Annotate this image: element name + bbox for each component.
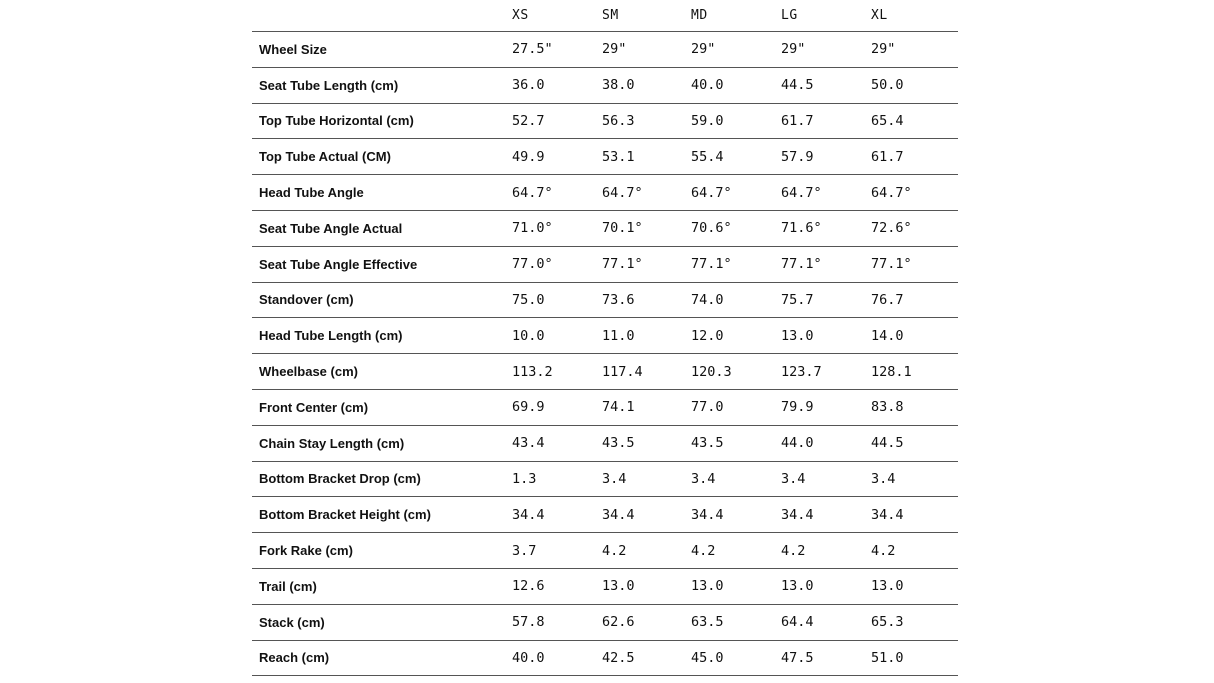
cell-sm: 4.2 [602, 533, 691, 569]
row-label: Front Center (cm) [252, 389, 512, 425]
row-label: Standover (cm) [252, 282, 512, 318]
cell-md: 77.1° [691, 246, 781, 282]
cell-lg: 64.7° [781, 175, 871, 211]
row-label: Top Tube Actual (CM) [252, 139, 512, 175]
cell-lg: 4.2 [781, 533, 871, 569]
table-body [252, 32, 958, 676]
header-size-lg: LG [781, 0, 871, 32]
cell-lg: 44.0 [781, 425, 871, 461]
cell-xl: 76.7 [871, 282, 958, 318]
cell-sm: 38.0 [602, 67, 691, 103]
table-row [252, 389, 958, 425]
row-label: Wheelbase (cm) [252, 354, 512, 390]
cell-md: 59.0 [691, 103, 781, 139]
cell-lg: 3.4 [781, 461, 871, 497]
cell-xl: 4.2 [871, 533, 958, 569]
cell-xs: 43.4 [512, 425, 602, 461]
cell-md: 34.4 [691, 497, 781, 533]
cell-sm: 43.5 [602, 425, 691, 461]
cell-lg: 13.0 [781, 318, 871, 354]
row-label: Top Tube Horizontal (cm) [252, 103, 512, 139]
cell-sm: 42.5 [602, 640, 691, 676]
cell-xs: 34.4 [512, 497, 602, 533]
header-size-sm: SM [602, 0, 691, 32]
cell-xl: 44.5 [871, 425, 958, 461]
row-label: Head Tube Length (cm) [252, 318, 512, 354]
table-row [252, 533, 958, 569]
table-row [252, 318, 958, 354]
cell-md: 120.3 [691, 354, 781, 390]
row-label: Seat Tube Angle Actual [252, 210, 512, 246]
cell-xs: 77.0° [512, 246, 602, 282]
table-row [252, 282, 958, 318]
cell-md: 3.4 [691, 461, 781, 497]
table-header [252, 0, 958, 32]
cell-xl: 29" [871, 32, 958, 68]
header-size-xl: XL [871, 0, 958, 32]
cell-md: 70.6° [691, 210, 781, 246]
cell-lg: 77.1° [781, 246, 871, 282]
cell-sm: 53.1 [602, 139, 691, 175]
table-row [252, 425, 958, 461]
cell-sm: 77.1° [602, 246, 691, 282]
cell-xl: 83.8 [871, 389, 958, 425]
cell-sm: 74.1 [602, 389, 691, 425]
table-row [252, 175, 958, 211]
table-row [252, 67, 958, 103]
cell-md: 74.0 [691, 282, 781, 318]
table-row [252, 103, 958, 139]
cell-lg: 29" [781, 32, 871, 68]
cell-xl: 61.7 [871, 139, 958, 175]
cell-xs: 10.0 [512, 318, 602, 354]
row-label: Trail (cm) [252, 568, 512, 604]
cell-md: 29" [691, 32, 781, 68]
cell-sm: 70.1° [602, 210, 691, 246]
cell-lg: 75.7 [781, 282, 871, 318]
cell-md: 40.0 [691, 67, 781, 103]
cell-sm: 13.0 [602, 568, 691, 604]
cell-sm: 56.3 [602, 103, 691, 139]
cell-xs: 40.0 [512, 640, 602, 676]
row-label: Bottom Bracket Drop (cm) [252, 461, 512, 497]
cell-xl: 77.1° [871, 246, 958, 282]
cell-xs: 36.0 [512, 67, 602, 103]
cell-xl: 14.0 [871, 318, 958, 354]
cell-lg: 79.9 [781, 389, 871, 425]
cell-xs: 69.9 [512, 389, 602, 425]
cell-sm: 34.4 [602, 497, 691, 533]
cell-sm: 73.6 [602, 282, 691, 318]
cell-xs: 75.0 [512, 282, 602, 318]
cell-md: 77.0 [691, 389, 781, 425]
cell-md: 45.0 [691, 640, 781, 676]
cell-md: 13.0 [691, 568, 781, 604]
cell-xl: 65.4 [871, 103, 958, 139]
cell-lg: 71.6° [781, 210, 871, 246]
cell-xl: 51.0 [871, 640, 958, 676]
cell-lg: 64.4 [781, 604, 871, 640]
cell-xs: 64.7° [512, 175, 602, 211]
row-label: Seat Tube Angle Effective [252, 246, 512, 282]
cell-sm: 29" [602, 32, 691, 68]
cell-md: 55.4 [691, 139, 781, 175]
cell-md: 43.5 [691, 425, 781, 461]
cell-lg: 61.7 [781, 103, 871, 139]
cell-xs: 1.3 [512, 461, 602, 497]
row-label: Stack (cm) [252, 604, 512, 640]
table-row [252, 139, 958, 175]
cell-md: 63.5 [691, 604, 781, 640]
cell-xl: 50.0 [871, 67, 958, 103]
row-label: Bottom Bracket Height (cm) [252, 497, 512, 533]
cell-md: 4.2 [691, 533, 781, 569]
cell-xl: 34.4 [871, 497, 958, 533]
table-row [252, 354, 958, 390]
table-row [252, 32, 958, 68]
cell-sm: 11.0 [602, 318, 691, 354]
cell-md: 64.7° [691, 175, 781, 211]
header-row [252, 0, 958, 32]
cell-lg: 34.4 [781, 497, 871, 533]
cell-sm: 3.4 [602, 461, 691, 497]
table-row [252, 246, 958, 282]
row-label: Head Tube Angle [252, 175, 512, 211]
cell-lg: 123.7 [781, 354, 871, 390]
table-row [252, 640, 958, 676]
cell-lg: 13.0 [781, 568, 871, 604]
row-label: Seat Tube Length (cm) [252, 67, 512, 103]
cell-xl: 128.1 [871, 354, 958, 390]
cell-xl: 65.3 [871, 604, 958, 640]
row-label: Fork Rake (cm) [252, 533, 512, 569]
cell-xl: 3.4 [871, 461, 958, 497]
geometry-table [252, 0, 958, 676]
table-row [252, 568, 958, 604]
cell-xs: 71.0° [512, 210, 602, 246]
cell-xs: 113.2 [512, 354, 602, 390]
row-label: Reach (cm) [252, 640, 512, 676]
header-corner [252, 0, 512, 32]
cell-lg: 57.9 [781, 139, 871, 175]
cell-lg: 47.5 [781, 640, 871, 676]
row-label: Wheel Size [252, 32, 512, 68]
cell-lg: 44.5 [781, 67, 871, 103]
table-row [252, 497, 958, 533]
cell-xs: 52.7 [512, 103, 602, 139]
cell-sm: 62.6 [602, 604, 691, 640]
table-row [252, 210, 958, 246]
cell-md: 12.0 [691, 318, 781, 354]
cell-xl: 64.7° [871, 175, 958, 211]
header-size-md: MD [691, 0, 781, 32]
table-row [252, 604, 958, 640]
cell-xs: 57.8 [512, 604, 602, 640]
cell-sm: 64.7° [602, 175, 691, 211]
cell-sm: 117.4 [602, 354, 691, 390]
cell-xs: 27.5" [512, 32, 602, 68]
cell-xl: 72.6° [871, 210, 958, 246]
cell-xs: 12.6 [512, 568, 602, 604]
cell-xs: 49.9 [512, 139, 602, 175]
cell-xl: 13.0 [871, 568, 958, 604]
header-size-xs: XS [512, 0, 602, 32]
table-row [252, 461, 958, 497]
row-label: Chain Stay Length (cm) [252, 425, 512, 461]
cell-xs: 3.7 [512, 533, 602, 569]
